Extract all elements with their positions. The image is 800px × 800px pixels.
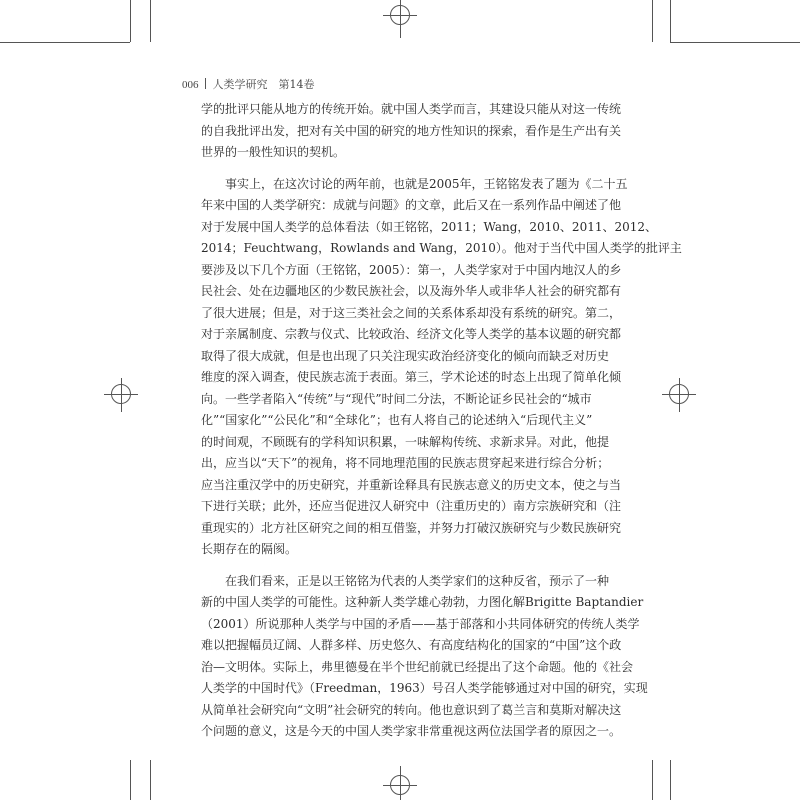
paragraph-1 [201, 99, 622, 164]
text-line: 对于亲属制度、宗教与仪式、比较政治、经济文化等人类学的基本议题的研究都 [201, 327, 622, 341]
page-number: 006 [182, 79, 199, 91]
text-line: 维度的深入调查，使民族志流于表面。第三，学术论述的时态上出现了简单化倾 [201, 370, 622, 384]
paragraph-2 [201, 174, 682, 561]
text-line: 长期存在的隔阂。 [201, 542, 298, 556]
text-line: 向。一些学者陷入“传统”与“现代”时间二分法，不断论证乡民社会的“城市 [201, 391, 592, 406]
body-text [201, 99, 682, 743]
text-line: 民社会、处在边疆地区的少数民族社会，以及海外华人或非华人社会的研究都有 [201, 284, 622, 298]
text-line: 从简单社会研究向“文明”社会研究的转向。他也意识到了葛兰言和莫斯对解决这 [201, 702, 622, 717]
crop-mark-top-right-v [652, 0, 653, 42]
text-line: 在我们看来，正是以王铭铭为代表的人类学家们的这种反省，预示了一种 [201, 573, 610, 588]
text-line: （2001）所说那种人类学与中国的矛盾——基于部落和小共同体研究的传统人类学 [201, 616, 640, 631]
text-line: 学的批评只能从地方的传统开始。就中国人类学而言，其建设只能从对这一传统 [201, 102, 622, 116]
text-line: 取得了很大成就，但是也出现了只关注现实政治经济变化的倾向而缺乏对历史 [201, 348, 610, 363]
running-header [182, 76, 315, 92]
crop-mark-bottom-right-v2 [670, 760, 671, 800]
text-line: 化”“国家化”“公民化”和“全球化”；也有人将自己的论述纳入“后现代主义” [201, 413, 593, 427]
header-divider [205, 78, 206, 89]
crop-mark-top-left-h [0, 42, 130, 43]
text-line: 的时间观，不顾既有的学科知识积累，一味解构传统、求新求异。对此，他提 [201, 434, 610, 449]
crop-mark-bottom-left-v2 [150, 760, 151, 800]
crop-mark-bottom-right-v [652, 760, 653, 800]
text-line: 个问题的意义，这是今天的中国人类学家非常重视这两位法国学者的原因之一。 [201, 724, 622, 738]
crop-mark-top-right-v2 [670, 0, 671, 42]
text-line: 应当注重汉学中的历史研究，并重新诠释具有民族志意义的历史文本，使之与当 [201, 477, 622, 492]
text-line: 新的中国人类学的可能性。这种新人类学雄心勃勃，力图化解Brigitte Baptandier [201, 595, 644, 609]
text-line: 了很大进展；但是，对于这三类社会之间的关系体系却没有系统的研究。第二， [201, 305, 622, 320]
text-line: 的自我批评出发，把对有关中国的研究的地方性知识的探索，看作是生产出有关 [201, 123, 622, 138]
text-line: 要涉及以下几个方面（王铭铭，2005）：第一，人类学家对于中国内地汉人的乡 [201, 262, 622, 277]
text-line: 难以把握幅员辽阔、人群多样、历史悠久、有高度结构化的国家的“中国”这个政 [201, 638, 622, 652]
text-line: 下进行关联；此外，还应当促进汉人研究中（注重历史的）南方宗族研究和（注 [201, 499, 622, 513]
text-line: 治—文明体。实际上，弗里德曼在半个世纪前就已经提出了这个命题。他的《社会 [201, 659, 634, 674]
text-line: 世界的一般性知识的契机。 [201, 145, 346, 159]
crop-mark-bottom-left-v [130, 760, 131, 800]
text-line: 重现实的）北方社区研究之间的相互借鉴，并努力打破汉族研究与少数民族研究 [201, 520, 622, 535]
running-title: 人类学研究 第14卷 [212, 78, 315, 91]
paragraph-3 [201, 571, 648, 743]
crop-mark-top-right-h [670, 42, 800, 43]
text-line: 事实上，在这次讨论的两年前，也就是2005年，王铭铭发表了题为《二十五 [201, 176, 628, 191]
text-line: 2014；Feuchtwang，Rowlands and Wang，2010）。他对于当代中国人类学的批评主 [201, 241, 682, 255]
text-line: 对于发展中国人类学的总体看法（如王铭铭，2011；Wang，2010、2011、2012、 [201, 219, 658, 234]
crop-mark-top-left-v2 [150, 0, 151, 42]
text-line: 年来中国的人类学研究：成就与问题》的文章，此后又在一系列作品中阐述了他 [201, 198, 622, 212]
text-line: 出，应当以“天下”的视角，将不同地理范围的民族志贯穿起来进行综合分析； [201, 456, 610, 470]
text-line: 人类学的中国时代》（Freedman，1963）号召人类学能够通过对中国的研究，实现 [201, 681, 648, 695]
crop-mark-top-left-v [130, 0, 131, 42]
